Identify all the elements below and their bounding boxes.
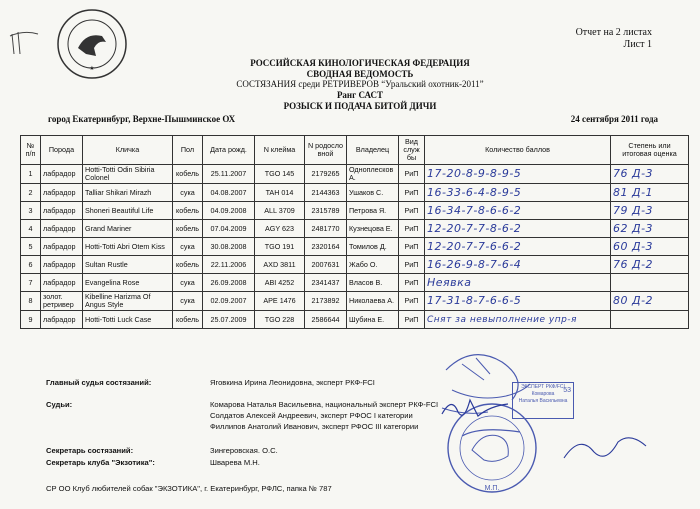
breed-cell: лабрадор (41, 311, 83, 329)
table-row (21, 220, 689, 238)
pedigree-cell: 2173892 (305, 292, 347, 311)
dog-name-cell: Talliar Shikari Mirazh (83, 184, 173, 202)
chief-judge-label: Главный судья состязаний: (46, 378, 152, 387)
points-cell: 16-33-6-4-8-9-5 (425, 184, 611, 202)
sheet-count-text: Отчет на 2 листах (575, 27, 652, 38)
brand-cell: ABI 4252 (255, 274, 305, 292)
points-cell: 17-31-8-7-6-6-5 (425, 292, 611, 311)
dog-name-cell: Evangelina Rose (83, 274, 173, 292)
breed-cell: лабрадор (41, 165, 83, 184)
table-header-row (21, 136, 689, 165)
row-number: 9 (21, 311, 41, 329)
service-cell: РиП (399, 256, 425, 274)
birth-date-cell: 22.11.2006 (203, 256, 255, 274)
service-cell: РиП (399, 311, 425, 329)
club-secretary-name: Шварева М.Н. (210, 458, 260, 467)
event-location: город Екатеринбург, Верхне-Пышминское ОХ (48, 114, 236, 124)
owner-cell: Петрова Я. (347, 202, 399, 220)
result-cell: 76 Д-3 (611, 165, 689, 184)
result-cell: 76 Д-2 (611, 256, 689, 274)
birth-date-cell: 26.09.2008 (203, 274, 255, 292)
table-row (21, 202, 689, 220)
birth-date-cell: 25.11.2007 (203, 165, 255, 184)
rank: Ранг САСТ (336, 90, 384, 100)
column-header: Пол (173, 136, 203, 165)
table-row (21, 165, 689, 184)
owner-cell: Томилов Д. (347, 238, 399, 256)
service-cell: РиП (399, 165, 425, 184)
expert-stamp-line2: Комарова (531, 391, 555, 397)
document-type: СВОДНАЯ ВЕДОМОСТЬ (306, 69, 414, 79)
row-number: 1 (21, 165, 41, 184)
birth-date-cell: 25.07.2009 (203, 311, 255, 329)
discipline: РОЗЫСК И ПОДАЧА БИТОЙ ДИЧИ (283, 101, 437, 111)
table-row (21, 311, 689, 329)
expert-stamp-line1: ЭКСПЕРТ РКФ/FCI (521, 384, 565, 390)
service-cell: РиП (399, 274, 425, 292)
owner-cell: Ушаков С. (347, 184, 399, 202)
table-row (21, 238, 689, 256)
sex-cell: сука (173, 274, 203, 292)
points-cell: 12-20-7-7-8-6-2 (425, 220, 611, 238)
results-table (20, 135, 689, 329)
sex-cell: сука (173, 184, 203, 202)
secretary-signature (560, 428, 650, 468)
expert-rect-stamp (512, 382, 574, 419)
points-cell: 16-26-9-8-7-6-4 (425, 256, 611, 274)
owner-cell: Шубина Е. (347, 311, 399, 329)
points-cell: Неявка (425, 274, 611, 292)
org-title: РОССИЙСКАЯ КИНОЛОГИЧЕСКАЯ ФЕДЕРАЦИЯ (250, 58, 470, 68)
sex-cell: кобель (173, 256, 203, 274)
row-number: 3 (21, 202, 41, 220)
table-row (21, 274, 689, 292)
column-header: Владелец (347, 136, 399, 165)
dog-name-cell: Hotti-Totti Luck Case (83, 311, 173, 329)
table-row (21, 256, 689, 274)
table-row (21, 292, 689, 311)
handwritten-mark (8, 28, 44, 58)
sex-cell: кобель (173, 220, 203, 238)
sex-cell: кобель (173, 311, 203, 329)
dog-name-cell: Grand Mariner (83, 220, 173, 238)
row-number: 8 (21, 292, 41, 311)
points-cell: Снят за невыполнение упр-я (425, 311, 611, 329)
birth-date-cell: 04.09.2008 (203, 202, 255, 220)
secretary-label: Секретарь состязаний: (46, 446, 134, 455)
result-cell: 79 Д-3 (611, 202, 689, 220)
sheet-number: Лист 1 (623, 39, 652, 50)
service-cell: РиП (399, 292, 425, 311)
breed-cell: лабрадор (41, 274, 83, 292)
pedigree-cell: 2481770 (305, 220, 347, 238)
owner-cell: Николаева А. (347, 292, 399, 311)
result-cell: 60 Д-3 (611, 238, 689, 256)
pedigree-cell: 2586644 (305, 311, 347, 329)
pedigree-cell: 2341437 (305, 274, 347, 292)
expert-stamp-number: 53 (563, 387, 571, 394)
points-cell: 17-20-8-9-8-9-5 (425, 165, 611, 184)
points-cell: 16-34-7-8-6-6-2 (425, 202, 611, 220)
row-number: 5 (21, 238, 41, 256)
breed-cell: лабрадор (41, 184, 83, 202)
column-header: Количество баллов (425, 136, 611, 165)
judge-3: Филлипов Анатолий Иванович, эксперт РФОС III категории (210, 422, 419, 431)
row-number: 4 (21, 220, 41, 238)
row-number: 2 (21, 184, 41, 202)
brand-cell: TGO 145 (255, 165, 305, 184)
birth-date-cell: 07.04.2009 (203, 220, 255, 238)
result-cell: 80 Д-2 (611, 292, 689, 311)
dog-name-cell: Shoneri Beautiful Life (83, 202, 173, 220)
table-row (21, 184, 689, 202)
column-header: № п/п (21, 136, 41, 165)
dog-name-cell: Kibelline Harizma Of Angus Style (83, 292, 173, 311)
column-header: Дата рожд. (203, 136, 255, 165)
service-cell: РиП (399, 220, 425, 238)
dog-name-cell: Hotti-Totti Odin Sibiria Colonel (83, 165, 173, 184)
pedigree-cell: 2144363 (305, 184, 347, 202)
breed-cell: лабрадор (41, 220, 83, 238)
breed-cell: лабрадор (41, 238, 83, 256)
owner-cell: Одноплесков А. (347, 165, 399, 184)
result-cell: 81 Д-1 (611, 184, 689, 202)
result-cell: 62 Д-3 (611, 220, 689, 238)
sex-cell: кобель (173, 202, 203, 220)
result-cell (611, 311, 689, 329)
row-number: 7 (21, 274, 41, 292)
sheet-counter (576, 27, 652, 51)
column-header: N клейма (255, 136, 305, 165)
stamp-mp-label: М.П. (484, 485, 500, 492)
brand-cell: TGO 191 (255, 238, 305, 256)
breed-cell: лабрадор (41, 256, 83, 274)
pedigree-cell: 2007631 (305, 256, 347, 274)
breed-cell: лабрадор (41, 202, 83, 220)
sex-cell: кобель (173, 165, 203, 184)
brand-cell: TGO 228 (255, 311, 305, 329)
column-header: Степень или итоговая оценка (611, 136, 689, 165)
sex-cell: сука (173, 292, 203, 311)
column-header: Вид служ бы (399, 136, 425, 165)
column-header: Порода (41, 136, 83, 165)
chief-judge-name: Яговкина Ирина Леонидовна, эксперт РКФ-FCI (210, 378, 375, 387)
expert-stamp-line3: Наталья Васильевна (518, 398, 568, 404)
owner-cell: Власов В. (347, 274, 399, 292)
dog-name-cell: Sultan Rustle (83, 256, 173, 274)
sex-cell: сука (173, 238, 203, 256)
dog-name-cell: Hotti-Totti Abri Otem Kiss (83, 238, 173, 256)
birth-date-cell: 04.08.2007 (203, 184, 255, 202)
brand-cell: AGY 623 (255, 220, 305, 238)
birth-date-cell: 30.08.2008 (203, 238, 255, 256)
svg-text:★: ★ (89, 66, 95, 72)
breed-cell: золот. ретривер (41, 292, 83, 311)
pedigree-cell: 2315789 (305, 202, 347, 220)
brand-cell: ALL 3709 (255, 202, 305, 220)
owner-cell: Жабо О. (347, 256, 399, 274)
footer-note: СР ОО Клуб любителей собак "ЭКЗОТИКА", г. Екатеринбург, РФЛС, папка № 787 (46, 484, 332, 493)
judge-signature (438, 392, 518, 422)
brand-cell: TAH 014 (255, 184, 305, 202)
judge-2: Солдатов Алексей Андреевич, эксперт РФОС I категории (210, 411, 413, 420)
service-cell: РиП (399, 202, 425, 220)
row-number: 6 (21, 256, 41, 274)
birth-date-cell: 02.09.2007 (203, 292, 255, 311)
pedigree-cell: 2320164 (305, 238, 347, 256)
service-cell: РиП (399, 184, 425, 202)
brand-cell: AXD 3811 (255, 256, 305, 274)
brand-cell: APE 1476 (255, 292, 305, 311)
column-header: N родосло вной (305, 136, 347, 165)
judge-1: Комарова Наталья Васильевна, национальный эксперт РКФ-FCI (210, 400, 439, 409)
service-cell: РиП (399, 238, 425, 256)
secretary-name: Зингеровская. О.С. (210, 446, 278, 455)
rkf-logo (56, 8, 128, 80)
club-secretary-label: Секретарь клуба "Экзотика": (46, 458, 155, 467)
column-header: Кличка (83, 136, 173, 165)
result-cell (611, 274, 689, 292)
event-title: СОСТЯЗАНИЯ среди РЕТРИВЕРОВ “Уральский охотник-2011” (236, 79, 484, 89)
pedigree-cell: 2179265 (305, 165, 347, 184)
points-cell: 12-20-7-7-6-6-2 (425, 238, 611, 256)
event-date: 24 сентября 2011 года (570, 114, 658, 124)
owner-cell: Кузнецова Е. (347, 220, 399, 238)
judges-label: Судьи: (46, 400, 73, 409)
